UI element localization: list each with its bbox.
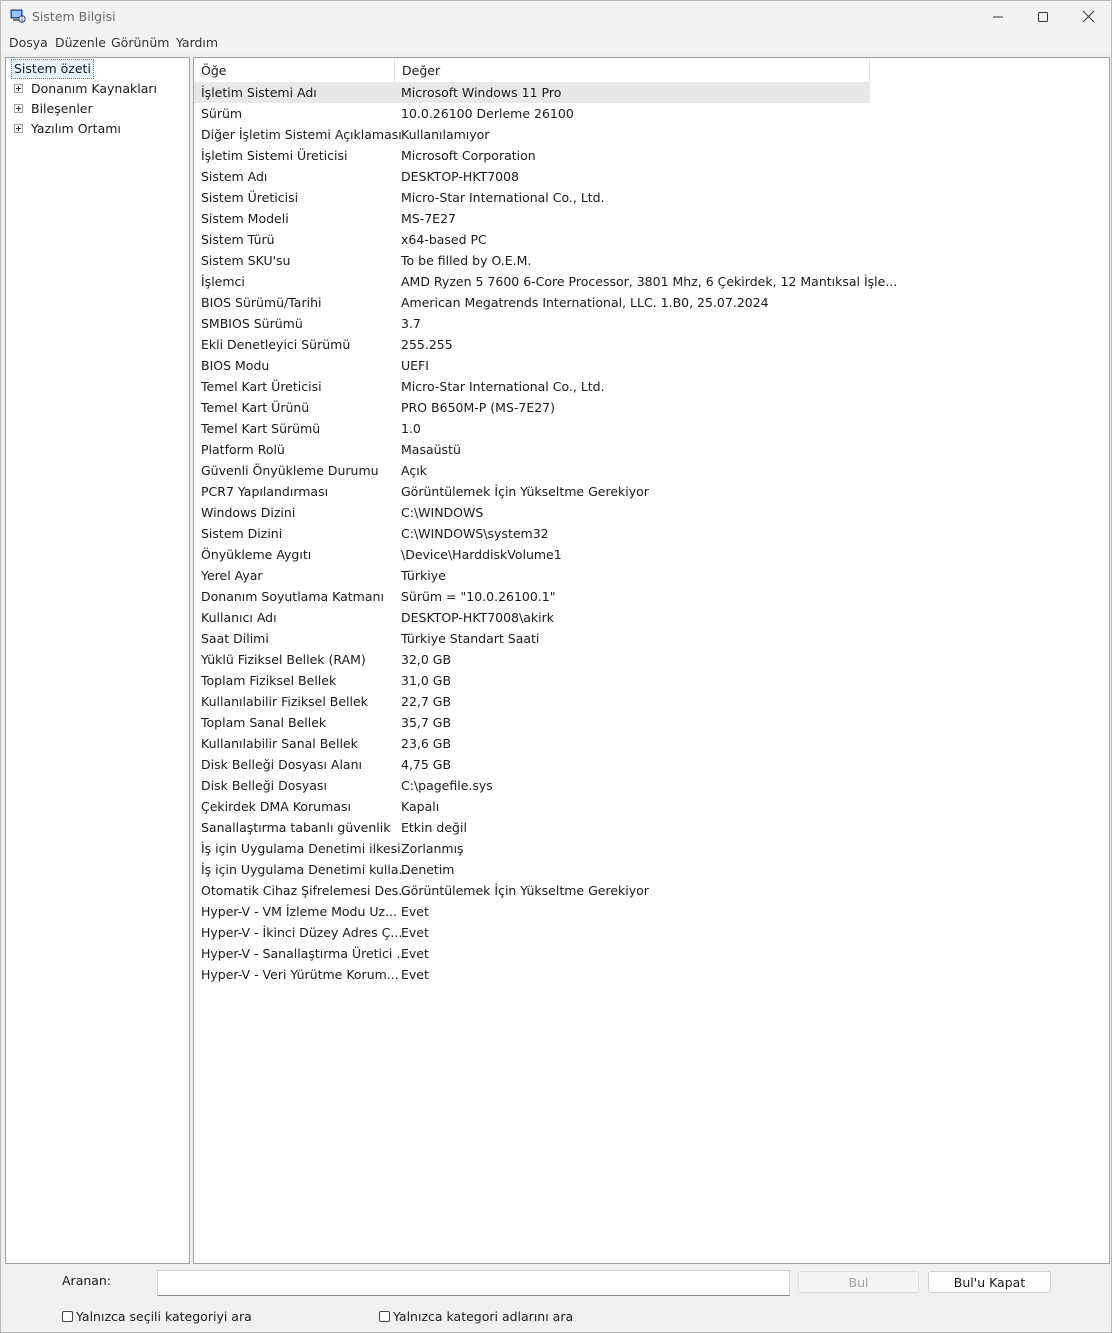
row-item-value: 35,7 GB	[401, 715, 452, 730]
row-item-value: Kapalı	[401, 799, 440, 814]
row-item-value: 32,0 GB	[401, 652, 452, 667]
tree-item-label: Bileşenler	[31, 101, 93, 116]
search-selected-category-label: Yalnızca seçili kategoriyi ara	[76, 1309, 252, 1324]
table-row[interactable]	[194, 775, 1109, 796]
maximize-button[interactable]	[1020, 1, 1066, 32]
row-item-name: Otomatik Cihaz Şifrelemesi Des...	[201, 883, 411, 898]
table-row[interactable]	[194, 502, 1109, 523]
row-item-value: Görüntülemek İçin Yükseltme Gerekiyor	[401, 484, 649, 499]
table-row[interactable]	[194, 145, 1109, 166]
table-row[interactable]	[194, 208, 1109, 229]
row-item-value: Evet	[401, 967, 429, 982]
row-item-name: Kullanılabilir Fiziksel Bellek	[201, 694, 368, 709]
row-item-name: Sistem Modeli	[201, 211, 289, 226]
search-category-names-option[interactable]	[379, 1309, 573, 1324]
row-item-name: Temel Kart Üreticisi	[201, 379, 322, 394]
row-item-name: Disk Belleği Dosyası Alanı	[201, 757, 362, 772]
table-row[interactable]	[194, 607, 1109, 628]
table-row[interactable]	[194, 376, 1109, 397]
table-row[interactable]	[194, 712, 1109, 733]
table-row[interactable]	[194, 523, 1109, 544]
column-header-value[interactable]: Değer	[395, 58, 870, 82]
row-item-name: İş için Uygulama Denetimi ilkesi	[201, 841, 401, 856]
row-item-value: 22,7 GB	[401, 694, 452, 709]
row-item-value: Kullanılamıyor	[401, 127, 490, 142]
table-row[interactable]	[194, 397, 1109, 418]
row-item-name: Toplam Fiziksel Bellek	[201, 673, 337, 688]
row-item-name: Ekli Denetleyici Sürümü	[201, 337, 351, 352]
details-list	[193, 57, 1110, 1264]
row-item-name: Kullanılabilir Sanal Bellek	[201, 736, 358, 751]
row-item-value: 23,6 GB	[401, 736, 452, 751]
table-row[interactable]	[194, 586, 1109, 607]
row-item-name: Çekirdek DMA Koruması	[201, 799, 351, 814]
row-item-value: Sürüm = "10.0.26100.1"	[401, 589, 556, 604]
row-item-value: MS-7E27	[401, 211, 456, 226]
row-item-value: 3.7	[401, 316, 421, 331]
column-header-item[interactable]: Öğe	[194, 58, 395, 82]
row-item-value: Evet	[401, 925, 429, 940]
table-row[interactable]	[194, 670, 1109, 691]
row-item-name: PCR7 Yapılandırması	[201, 484, 329, 499]
row-item-value: Etkin değil	[401, 820, 467, 835]
system-information-app-icon	[10, 8, 26, 24]
row-item-value: \Device\HarddiskVolume1	[401, 547, 562, 562]
table-row[interactable]	[194, 817, 1109, 838]
row-item-value: Türkiye	[401, 568, 446, 583]
search-selected-category-checkbox[interactable]	[62, 1311, 73, 1322]
row-item-value: C:\WINDOWS	[401, 505, 484, 520]
row-item-name: Toplam Sanal Bellek	[201, 715, 327, 730]
row-item-value: Türkiye Standart Saati	[401, 631, 540, 646]
row-item-value: DESKTOP-HKT7008\akirk	[401, 610, 554, 625]
minimize-icon	[993, 12, 1003, 22]
table-row[interactable]	[194, 313, 1109, 334]
table-row[interactable]	[194, 271, 1109, 292]
expand-icon[interactable]	[14, 124, 23, 133]
table-row[interactable]	[194, 565, 1109, 586]
table-row[interactable]	[194, 82, 870, 103]
row-item-value: C:\WINDOWS\system32	[401, 526, 549, 541]
tree-item-system-summary[interactable]: Sistem özeti	[11, 59, 94, 79]
row-item-value: C:\pagefile.sys	[401, 778, 493, 793]
row-item-name: Önyükleme Aygıtı	[201, 547, 312, 562]
row-item-value: Denetim	[401, 862, 455, 877]
row-item-name: Kullanıcı Adı	[201, 610, 277, 625]
menu-bar	[1, 32, 1111, 53]
row-item-name: Hyper-V - VM İzleme Modu Uz...	[201, 904, 398, 919]
category-tree	[5, 57, 190, 1264]
row-item-value: American Megatrends International, LLC. 1.B0, 25.07.2024	[401, 295, 769, 310]
search-category-names-checkbox[interactable]	[379, 1311, 390, 1322]
row-item-name: BIOS Modu	[201, 358, 270, 373]
row-item-name: SMBIOS Sürümü	[201, 316, 303, 331]
row-item-value: To be filled by O.E.M.	[401, 253, 532, 268]
row-item-name: Windows Dizini	[201, 505, 296, 520]
row-item-value: DESKTOP-HKT7008	[401, 169, 520, 184]
row-item-name: Hyper-V - Veri Yürütme Korum...	[201, 967, 399, 982]
table-row[interactable]	[194, 796, 1109, 817]
row-item-value: Zorlanmış	[401, 841, 464, 856]
row-item-name: BIOS Sürümü/Tarihi	[201, 295, 322, 310]
menu-help[interactable]: Yardım	[176, 35, 219, 50]
table-row[interactable]	[194, 439, 1109, 460]
row-item-name: İşletim Sistemi Adı	[201, 85, 317, 100]
close-find-button[interactable]: Bul'u Kapat	[928, 1271, 1051, 1293]
search-input[interactable]	[157, 1270, 790, 1296]
row-item-value: 10.0.26100 Derleme 26100	[401, 106, 574, 121]
row-item-value: AMD Ryzen 5 7600 6-Core Processor, 3801 Mhz, 6 Çekirdek, 12 Mantıksal İşle...	[401, 274, 898, 289]
row-item-name: Sistem SKU'su	[201, 253, 291, 268]
table-row[interactable]	[194, 628, 1109, 649]
row-item-name: Yüklü Fiziksel Bellek (RAM)	[201, 652, 366, 667]
row-item-name: Yerel Ayar	[201, 568, 263, 583]
window-title: Sistem Bilgisi	[32, 9, 116, 24]
search-category-names-label: Yalnızca kategori adlarını ara	[393, 1309, 574, 1324]
tree-item-hardware-resources[interactable]	[6, 79, 186, 99]
table-row[interactable]	[194, 103, 1109, 124]
table-row[interactable]	[194, 754, 1109, 775]
tree-item-software-environment[interactable]	[6, 119, 186, 139]
row-item-value: Microsoft Windows 11 Pro	[401, 85, 562, 100]
table-row[interactable]	[194, 418, 1109, 439]
row-item-value: Micro-Star International Co., Ltd.	[401, 190, 605, 205]
table-row[interactable]	[194, 838, 1109, 859]
row-item-value: PRO B650M-P (MS-7E27)	[401, 400, 556, 415]
row-item-value: 255.255	[401, 337, 453, 352]
row-item-name: Hyper-V - Sanallaştırma Üretici ...	[201, 946, 409, 961]
table-row[interactable]	[194, 649, 1109, 670]
row-item-name: Sürüm	[201, 106, 243, 121]
row-item-name: Saat Dilimi	[201, 631, 269, 646]
row-item-value: 4,75 GB	[401, 757, 452, 772]
table-row[interactable]	[194, 859, 1109, 880]
menu-view[interactable]: Görünüm	[111, 35, 170, 50]
expand-icon[interactable]	[14, 84, 23, 93]
search-selected-category-option[interactable]	[62, 1309, 252, 1324]
row-item-value: Görüntülemek İçin Yükseltme Gerekiyor	[401, 883, 649, 898]
table-row[interactable]	[194, 922, 1109, 943]
table-row[interactable]	[194, 544, 1109, 565]
row-item-value: Açık	[401, 463, 427, 478]
table-row[interactable]	[194, 124, 1109, 145]
row-item-name: Sistem Adı	[201, 169, 268, 184]
row-item-name: Sanallaştırma tabanlı güvenlik	[201, 820, 391, 835]
table-row[interactable]	[194, 355, 1109, 376]
title-bar[interactable]	[1, 1, 1111, 32]
table-row[interactable]	[194, 691, 1109, 712]
table-row[interactable]	[194, 733, 1109, 754]
row-item-name: Sistem Üreticisi	[201, 190, 299, 205]
menu-edit[interactable]: Düzenle	[55, 35, 106, 50]
table-row[interactable]	[194, 334, 1109, 355]
tree-item-label: Donanım Kaynakları	[31, 81, 158, 96]
find-label: Aranan:	[62, 1273, 112, 1288]
row-item-name: Disk Belleği Dosyası	[201, 778, 327, 793]
row-item-name: Donanım Soyutlama Katmanı	[201, 589, 384, 604]
row-item-name: Güvenli Önyükleme Durumu	[201, 463, 379, 478]
row-item-name: İş için Uygulama Denetimi kulla...	[201, 862, 411, 877]
list-rows	[194, 82, 1109, 985]
table-row[interactable]	[194, 187, 1109, 208]
expand-icon[interactable]	[14, 104, 23, 113]
table-row[interactable]	[194, 943, 1109, 964]
row-item-value: Microsoft Corporation	[401, 148, 536, 163]
table-row[interactable]	[194, 964, 1109, 985]
tree-item-label: Yazılım Ortamı	[31, 121, 121, 136]
row-item-name: İşlemci	[201, 274, 245, 289]
maximize-icon	[1038, 12, 1048, 22]
row-item-value: Masaüstü	[401, 442, 461, 457]
tree-item-components[interactable]	[6, 99, 186, 119]
row-item-value: 31,0 GB	[401, 673, 452, 688]
find-button[interactable]: Bul	[798, 1271, 919, 1293]
table-row[interactable]	[194, 250, 1109, 271]
close-icon	[1083, 11, 1094, 22]
table-row[interactable]	[194, 481, 1109, 502]
row-item-name: Sistem Dizini	[201, 526, 283, 541]
table-row[interactable]	[194, 292, 1109, 313]
row-item-name: Platform Rolü	[201, 442, 285, 457]
row-item-name: Sistem Türü	[201, 232, 275, 247]
row-item-value: Evet	[401, 946, 429, 961]
close-button[interactable]	[1065, 1, 1111, 32]
row-item-value: x64-based PC	[401, 232, 487, 247]
table-row[interactable]	[194, 901, 1109, 922]
table-row[interactable]	[194, 229, 1109, 250]
row-item-value: UEFI	[401, 358, 429, 373]
list-header	[194, 58, 870, 83]
row-item-name: Diğer İşletim Sistemi Açıklaması	[201, 127, 402, 142]
menu-file[interactable]: Dosya	[9, 35, 48, 50]
table-row[interactable]	[194, 880, 1109, 901]
row-item-value: Evet	[401, 904, 429, 919]
row-item-name: İşletim Sistemi Üreticisi	[201, 148, 348, 163]
row-item-name: Hyper-V - İkinci Düzey Adres Ç...	[201, 925, 403, 940]
row-item-value: Micro-Star International Co., Ltd.	[401, 379, 605, 394]
table-row[interactable]	[194, 460, 1109, 481]
minimize-button[interactable]	[975, 1, 1021, 32]
table-row[interactable]	[194, 166, 1109, 187]
row-item-value: 1.0	[401, 421, 421, 436]
row-item-name: Temel Kart Sürümü	[201, 421, 321, 436]
row-item-name: Temel Kart Ürünü	[201, 400, 310, 415]
